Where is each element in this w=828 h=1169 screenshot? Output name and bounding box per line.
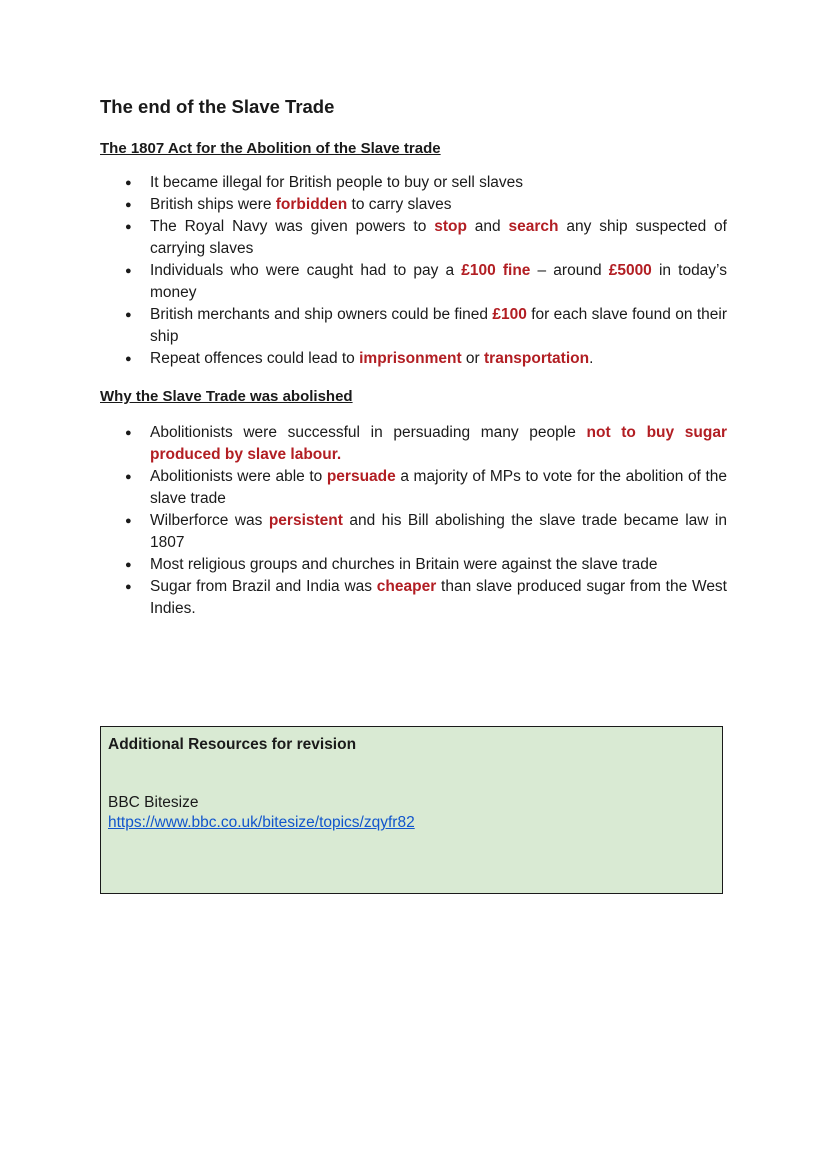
bullet-list — [100, 422, 727, 620]
text-run: and his Bill abolishing the slave trade became law in 1807 — [150, 512, 727, 551]
list-item — [150, 348, 727, 370]
text-run: Sugar from Brazil and India was — [150, 578, 377, 595]
text-run: for each slave found on their ship — [150, 306, 728, 345]
highlighted-text: persuade — [326, 468, 396, 485]
highlighted-text: cheaper — [376, 578, 437, 595]
text-run: and — [466, 218, 509, 235]
list-item — [150, 466, 727, 510]
text-run: Most religious groups and churches in Britain were against the slave trade — [150, 556, 658, 573]
section-1807-act — [100, 140, 727, 370]
text-run: than slave produced sugar from the West Indies. — [150, 578, 727, 617]
document-title: The end of the Slave Trade — [100, 96, 335, 117]
resource-link[interactable]: https://www.bbc.co.uk/bitesize/topics/zqyfr82 — [108, 814, 415, 831]
highlighted-text: transportation — [484, 350, 590, 367]
list-item — [150, 194, 727, 216]
section-heading: Why the Slave Trade was abolished — [100, 388, 353, 405]
section-why-abolished — [100, 388, 727, 620]
text-run: Individuals who were caught had to pay a — [150, 262, 462, 279]
document-body — [100, 96, 727, 620]
list-item — [150, 510, 727, 554]
text-run: – around — [530, 262, 609, 279]
highlighted-text: persistent — [268, 512, 343, 529]
highlighted-text: forbidden — [275, 196, 348, 213]
text-run: Abolitionists were successful in persuading many people — [150, 424, 587, 441]
highlighted-text: £100 — [492, 306, 527, 323]
resource-source: BBC Bitesize — [108, 794, 199, 811]
list-item — [150, 304, 727, 348]
text-run: a majority of MPs to vote for the abolition of the slave trade — [150, 468, 727, 507]
text-run: The Royal Navy was given powers to — [150, 218, 435, 235]
list-item — [150, 260, 727, 304]
text-run: British ships were — [150, 196, 276, 213]
text-run: . — [589, 350, 594, 367]
list-item — [150, 576, 727, 620]
highlighted-text: stop — [434, 218, 467, 235]
highlighted-text: £5000 — [608, 262, 652, 279]
text-run: Wilberforce was — [150, 512, 269, 529]
text-run: or — [461, 350, 485, 367]
list-item — [150, 422, 727, 466]
section-heading: The 1807 Act for the Abolition of the Slave trade — [100, 140, 441, 157]
highlighted-text: search — [508, 218, 559, 235]
resources-box — [100, 726, 723, 894]
bullet-list — [100, 172, 727, 370]
highlighted-text: imprisonment — [359, 350, 462, 367]
highlighted-text: £100 fine — [461, 262, 531, 279]
text-run: in today’s money — [150, 262, 727, 301]
text-run: It became illegal for British people to buy or sell slaves — [150, 174, 524, 191]
text-run: Abolitionists were able to — [150, 468, 327, 485]
text-run: to carry slaves — [347, 196, 452, 213]
list-item — [150, 172, 727, 194]
resources-heading: Additional Resources for revision — [108, 736, 357, 753]
list-item — [150, 554, 727, 576]
text-run: Repeat offences could lead to — [150, 350, 360, 367]
list-item — [150, 216, 727, 260]
text-run: British merchants and ship owners could be fined — [150, 306, 493, 323]
text-run: any ship suspected of carrying slaves — [150, 218, 727, 257]
highlighted-text: not to buy sugar produced by slave labour. — [150, 424, 727, 463]
